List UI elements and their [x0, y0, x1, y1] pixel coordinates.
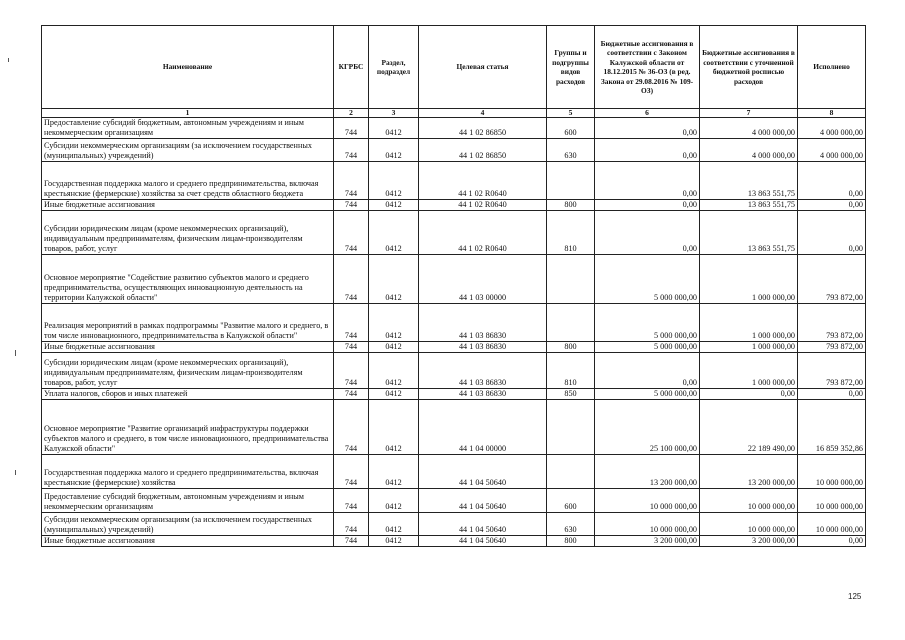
row-law-amount: 5 000 000,00: [595, 389, 700, 400]
scan-mark: [15, 470, 16, 475]
budget-table: [41, 25, 866, 547]
column-number: 5: [547, 109, 595, 118]
header-name: Наименование: [42, 26, 334, 109]
row-section: 0412: [369, 139, 419, 162]
table-row: [42, 342, 866, 353]
row-refined-amount: 1 000 000,00: [700, 353, 798, 389]
table-row: [42, 353, 866, 389]
row-law-amount: 0,00: [595, 353, 700, 389]
row-name: Иные бюджетные ассигнования: [42, 342, 334, 353]
row-kgrbs: 744: [334, 118, 369, 139]
row-refined-amount: 13 863 551,75: [700, 200, 798, 211]
row-law-amount: 5 000 000,00: [595, 304, 700, 342]
row-executed-amount: 10 000 000,00: [798, 455, 866, 489]
row-law-amount: 0,00: [595, 139, 700, 162]
row-section: 0412: [369, 389, 419, 400]
row-refined-amount: 4 000 000,00: [700, 139, 798, 162]
table-row: [42, 211, 866, 255]
row-section: 0412: [369, 342, 419, 353]
row-kgrbs: 744: [334, 139, 369, 162]
table-row: [42, 200, 866, 211]
page-number: 125: [848, 592, 862, 601]
row-refined-amount: 0,00: [700, 389, 798, 400]
row-expense-group: [547, 304, 595, 342]
row-name: Субсидии некоммерческим организациям (за исключением государственных (муниципальных) учреждений): [42, 139, 334, 162]
column-number: 4: [419, 109, 547, 118]
row-kgrbs: 744: [334, 353, 369, 389]
row-law-amount: 0,00: [595, 118, 700, 139]
row-executed-amount: 0,00: [798, 536, 866, 547]
row-target-article: 44 1 03 00000: [419, 255, 547, 304]
table-row: [42, 255, 866, 304]
row-name: Государственная поддержка малого и среднего предпринимательства, включая крестьянские (фермерские) хозяйства: [42, 455, 334, 489]
row-executed-amount: 4 000 000,00: [798, 118, 866, 139]
column-number: 2: [334, 109, 369, 118]
row-kgrbs: 744: [334, 200, 369, 211]
row-law-amount: 10 000 000,00: [595, 489, 700, 513]
table-row: [42, 139, 866, 162]
row-kgrbs: 744: [334, 162, 369, 200]
row-expense-group: 850: [547, 389, 595, 400]
column-number: 1: [42, 109, 334, 118]
row-kgrbs: 744: [334, 342, 369, 353]
row-target-article: 44 1 03 86830: [419, 389, 547, 400]
row-section: 0412: [369, 255, 419, 304]
row-kgrbs: 744: [334, 255, 369, 304]
row-expense-group: 600: [547, 118, 595, 139]
row-name: Иные бюджетные ассигнования: [42, 200, 334, 211]
row-law-amount: 0,00: [595, 162, 700, 200]
table-row: [42, 536, 866, 547]
row-name: Предоставление субсидий бюджетным, автономным учреждениям и иным некоммерческим организациям: [42, 118, 334, 139]
row-law-amount: 0,00: [595, 200, 700, 211]
row-refined-amount: 4 000 000,00: [700, 118, 798, 139]
row-section: 0412: [369, 118, 419, 139]
table-row: [42, 304, 866, 342]
row-executed-amount: 0,00: [798, 162, 866, 200]
row-name: Основное мероприятие "Развитие организаций инфраструктуры поддержки субъектов малого и среднего, в том числе инновационного, предпринимательства Калужской области": [42, 400, 334, 455]
row-executed-amount: 0,00: [798, 389, 866, 400]
row-expense-group: [547, 455, 595, 489]
table-row: [42, 162, 866, 200]
row-executed-amount: 793 872,00: [798, 304, 866, 342]
row-target-article: 44 1 04 50640: [419, 489, 547, 513]
header-refined-allocations: Бюджетные ассигнования в соответствии с уточненной бюджетной росписью расходов: [700, 26, 798, 109]
row-target-article: 44 1 03 86830: [419, 353, 547, 389]
row-kgrbs: 744: [334, 513, 369, 536]
row-name: Иные бюджетные ассигнования: [42, 536, 334, 547]
row-section: 0412: [369, 304, 419, 342]
row-refined-amount: 1 000 000,00: [700, 255, 798, 304]
row-refined-amount: 13 200 000,00: [700, 455, 798, 489]
row-expense-group: 800: [547, 536, 595, 547]
row-target-article: 44 1 02 86850: [419, 139, 547, 162]
table-row: [42, 489, 866, 513]
row-expense-group: 630: [547, 139, 595, 162]
row-law-amount: 5 000 000,00: [595, 255, 700, 304]
row-name: Предоставление субсидий бюджетным, автономным учреждениям и иным некоммерческим организациям: [42, 489, 334, 513]
row-section: 0412: [369, 211, 419, 255]
table-row: [42, 118, 866, 139]
row-section: 0412: [369, 162, 419, 200]
row-target-article: 44 1 02 R0640: [419, 162, 547, 200]
header-law-allocations: Бюджетные ассигнования в соответствии с Законом Калужской области от 18.12.2015 № 36-ОЗ (в ред. Закона от 29.08.2016 № 109-ОЗ): [595, 26, 700, 109]
row-executed-amount: 10 000 000,00: [798, 489, 866, 513]
row-kgrbs: 744: [334, 489, 369, 513]
row-refined-amount: 1 000 000,00: [700, 342, 798, 353]
row-executed-amount: 0,00: [798, 211, 866, 255]
row-name: Субсидии юридическим лицам (кроме некоммерческих организаций), индивидуальным предпринимателям, физическим лицам-производителям товаров, работ, услуг: [42, 353, 334, 389]
row-executed-amount: 4 000 000,00: [798, 139, 866, 162]
row-expense-group: 800: [547, 200, 595, 211]
budget-report-page: [41, 25, 866, 547]
header-executed: Исполнено: [798, 26, 866, 109]
row-kgrbs: 744: [334, 389, 369, 400]
row-refined-amount: 22 189 490,00: [700, 400, 798, 455]
row-name: Государственная поддержка малого и среднего предпринимательства, включая крестьянские (фермерские) хозяйства за счет средств областного бюджета: [42, 162, 334, 200]
scan-mark: [8, 58, 9, 62]
row-refined-amount: 13 863 551,75: [700, 162, 798, 200]
row-expense-group: 810: [547, 211, 595, 255]
row-refined-amount: 13 863 551,75: [700, 211, 798, 255]
row-target-article: 44 1 03 86830: [419, 304, 547, 342]
row-refined-amount: 10 000 000,00: [700, 513, 798, 536]
row-kgrbs: 744: [334, 455, 369, 489]
row-expense-group: [547, 255, 595, 304]
row-name: Основное мероприятие "Содействие развитию субъектов малого и среднего предпринимательства, осуществляющих инновационную деятельность на территории Калужской области": [42, 255, 334, 304]
scan-mark: [15, 350, 16, 356]
row-target-article: 44 1 04 50640: [419, 513, 547, 536]
row-law-amount: 5 000 000,00: [595, 342, 700, 353]
table-row: [42, 513, 866, 536]
column-number-row: [42, 109, 866, 118]
row-section: 0412: [369, 489, 419, 513]
row-kgrbs: 744: [334, 304, 369, 342]
row-executed-amount: 793 872,00: [798, 255, 866, 304]
row-name: Реализация мероприятий в рамках подпрограммы "Развитие малого и среднего, в том числе инновационного, предпринимательства в Калужской области": [42, 304, 334, 342]
row-expense-group: [547, 162, 595, 200]
row-law-amount: 13 200 000,00: [595, 455, 700, 489]
row-section: 0412: [369, 513, 419, 536]
header-section: Раздел, подраздел: [369, 26, 419, 109]
row-refined-amount: 10 000 000,00: [700, 489, 798, 513]
row-target-article: 44 1 03 86830: [419, 342, 547, 353]
table-row: [42, 455, 866, 489]
row-name: Субсидии некоммерческим организациям (за исключением государственных (муниципальных) учреждений): [42, 513, 334, 536]
row-expense-group: 810: [547, 353, 595, 389]
row-law-amount: 3 200 000,00: [595, 536, 700, 547]
header-expense-group: Группы и подгруппы видов расходов: [547, 26, 595, 109]
row-executed-amount: 793 872,00: [798, 353, 866, 389]
header-target-article: Целевая статья: [419, 26, 547, 109]
row-expense-group: 800: [547, 342, 595, 353]
row-executed-amount: 0,00: [798, 200, 866, 211]
column-number: 6: [595, 109, 700, 118]
row-refined-amount: 3 200 000,00: [700, 536, 798, 547]
row-law-amount: 0,00: [595, 211, 700, 255]
row-name: Уплата налогов, сборов и иных платежей: [42, 389, 334, 400]
row-kgrbs: 744: [334, 536, 369, 547]
row-section: 0412: [369, 536, 419, 547]
row-section: 0412: [369, 455, 419, 489]
row-expense-group: 600: [547, 489, 595, 513]
table-row: [42, 389, 866, 400]
row-executed-amount: 16 859 352,86: [798, 400, 866, 455]
column-number: 8: [798, 109, 866, 118]
header-row: [42, 26, 866, 109]
row-executed-amount: 10 000 000,00: [798, 513, 866, 536]
row-kgrbs: 744: [334, 211, 369, 255]
row-target-article: 44 1 02 86850: [419, 118, 547, 139]
row-target-article: 44 1 02 R0640: [419, 211, 547, 255]
row-target-article: 44 1 04 00000: [419, 400, 547, 455]
row-executed-amount: 793 872,00: [798, 342, 866, 353]
row-expense-group: [547, 400, 595, 455]
row-section: 0412: [369, 353, 419, 389]
row-section: 0412: [369, 400, 419, 455]
row-section: 0412: [369, 200, 419, 211]
row-expense-group: 630: [547, 513, 595, 536]
row-refined-amount: 1 000 000,00: [700, 304, 798, 342]
column-number: 3: [369, 109, 419, 118]
row-law-amount: 25 100 000,00: [595, 400, 700, 455]
table-row: [42, 400, 866, 455]
row-kgrbs: 744: [334, 400, 369, 455]
row-law-amount: 10 000 000,00: [595, 513, 700, 536]
row-name: Субсидии юридическим лицам (кроме некоммерческих организаций), индивидуальным предпринимателям, физическим лицам-производителям товаров, работ, услуг: [42, 211, 334, 255]
row-target-article: 44 1 04 50640: [419, 455, 547, 489]
column-number: 7: [700, 109, 798, 118]
row-target-article: 44 1 02 R0640: [419, 200, 547, 211]
header-kgrbs: КГРБС: [334, 26, 369, 109]
row-target-article: 44 1 04 50640: [419, 536, 547, 547]
